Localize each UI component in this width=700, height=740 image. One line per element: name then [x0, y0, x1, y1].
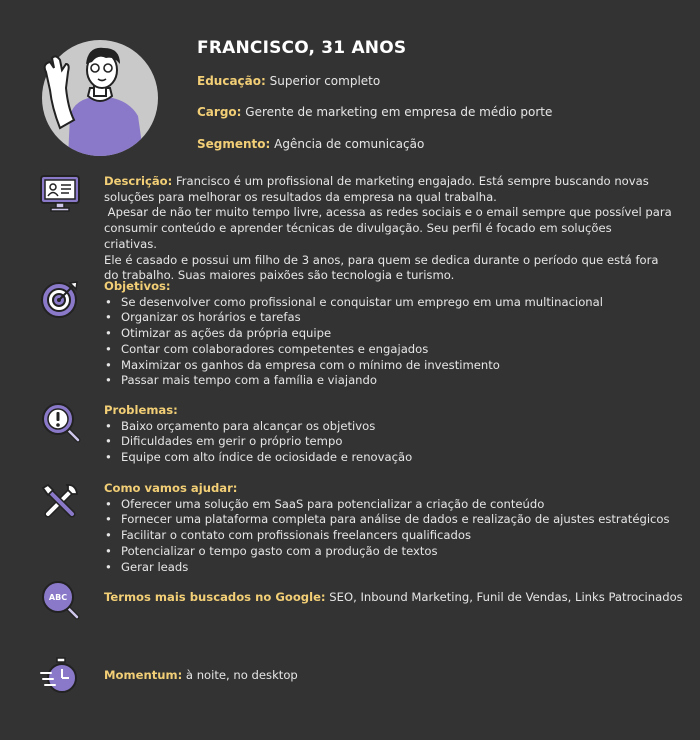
tools-icon	[40, 482, 80, 526]
list-item: • Fornecer uma plataforma completa para análise de dados e realização de ajustes estratégicos	[104, 512, 670, 528]
education-line	[197, 74, 380, 88]
description-text-6: do trabalho. Suas maiores paixões são tecnologia e turismo.	[104, 268, 455, 283]
problems-section	[104, 403, 412, 466]
role-line	[197, 105, 552, 119]
help-label: Como vamos ajudar:	[104, 481, 238, 495]
list-item: • Dificuldades em gerir o próprio tempo	[104, 434, 412, 450]
list-item: • Otimizar as ações da própria equipe	[104, 326, 603, 342]
list-item: • Gerar leads	[104, 560, 670, 576]
role-label: Cargo:	[197, 105, 242, 119]
list-item: • Facilitar o contato com profissionais freelancers qualificados	[104, 528, 670, 544]
list-item: • Baixo orçamento para alcançar os objetivos	[104, 419, 412, 435]
segment-label: Segmento:	[197, 137, 271, 151]
abc-search-icon	[40, 581, 82, 625]
stopwatch-icon	[40, 657, 80, 699]
abc-icon-text: ABC	[48, 593, 68, 602]
list-item: • Organizar os horários e tarefas	[104, 310, 603, 326]
momentum-line	[104, 668, 298, 684]
role-value: Gerente de marketing em empresa de médio porte	[245, 105, 553, 119]
description-label: Descrição:	[104, 174, 173, 188]
description-text-5: Ele é casado e possui um filho de 3 anos, para quem se dedica durante o período que está fora	[104, 252, 659, 267]
list-item: • Contar com colaboradores competentes e engajados	[104, 342, 603, 358]
list-item: • Oferecer uma solução em SaaS para potencializar a criação de conteúdo	[104, 497, 670, 513]
segment-value: Agência de comunicação	[274, 137, 425, 151]
objectives-section	[104, 279, 603, 389]
avatar	[40, 38, 160, 158]
list-item: • Equipe com alto índice de ociosidade e renovação	[104, 450, 412, 466]
description-line	[104, 174, 664, 190]
list-item: • Potencializar o tempo gasto com a produção de textos	[104, 544, 670, 560]
help-section	[104, 481, 670, 575]
profile-monitor-icon	[40, 175, 80, 217]
warning-magnifier-icon	[40, 402, 82, 448]
problems-label: Problemas:	[104, 403, 178, 417]
search-terms-value: SEO, Inbound Marketing, Funil de Vendas, Links Patrocinados	[329, 590, 683, 604]
momentum-label: Momentum:	[104, 668, 183, 682]
objectives-list	[104, 295, 603, 389]
persona-title: FRANCISCO, 31 ANOS	[197, 38, 407, 58]
help-list	[104, 497, 670, 576]
description-text-1: Francisco é um profissional de marketing engajado. Está sempre buscando novas	[175, 174, 649, 188]
segment-line	[197, 137, 424, 151]
education-value: Superior completo	[269, 74, 381, 88]
list-item: • Se desenvolver como profissional e conquistar um emprego em uma multinacional	[104, 295, 603, 311]
search-terms-line	[104, 590, 683, 606]
description-text-2: soluções para melhorar os resultados da empresa na qual trabalha.	[104, 189, 497, 204]
target-icon	[40, 279, 80, 323]
momentum-value: à noite, no desktop	[185, 668, 298, 682]
description-text-3: Apesar de não ter muito tempo livre, acessa as redes sociais e o email sempre que possível para	[104, 205, 672, 220]
list-item: • Maximizar os ganhos da empresa com o mínimo de investimento	[104, 358, 603, 374]
list-item: • Passar mais tempo com a família e viajando	[104, 373, 603, 389]
description-section	[104, 174, 672, 284]
objectives-label: Objetivos:	[104, 279, 171, 293]
problems-list	[104, 419, 412, 466]
description-text-4: consumir conteúdo e aprender técnicas de divulgação. Seu perfil é focado em soluções criativas.	[104, 221, 612, 251]
search-terms-label: Termos mais buscados no Google:	[104, 590, 326, 604]
education-label: Educação:	[197, 74, 266, 88]
